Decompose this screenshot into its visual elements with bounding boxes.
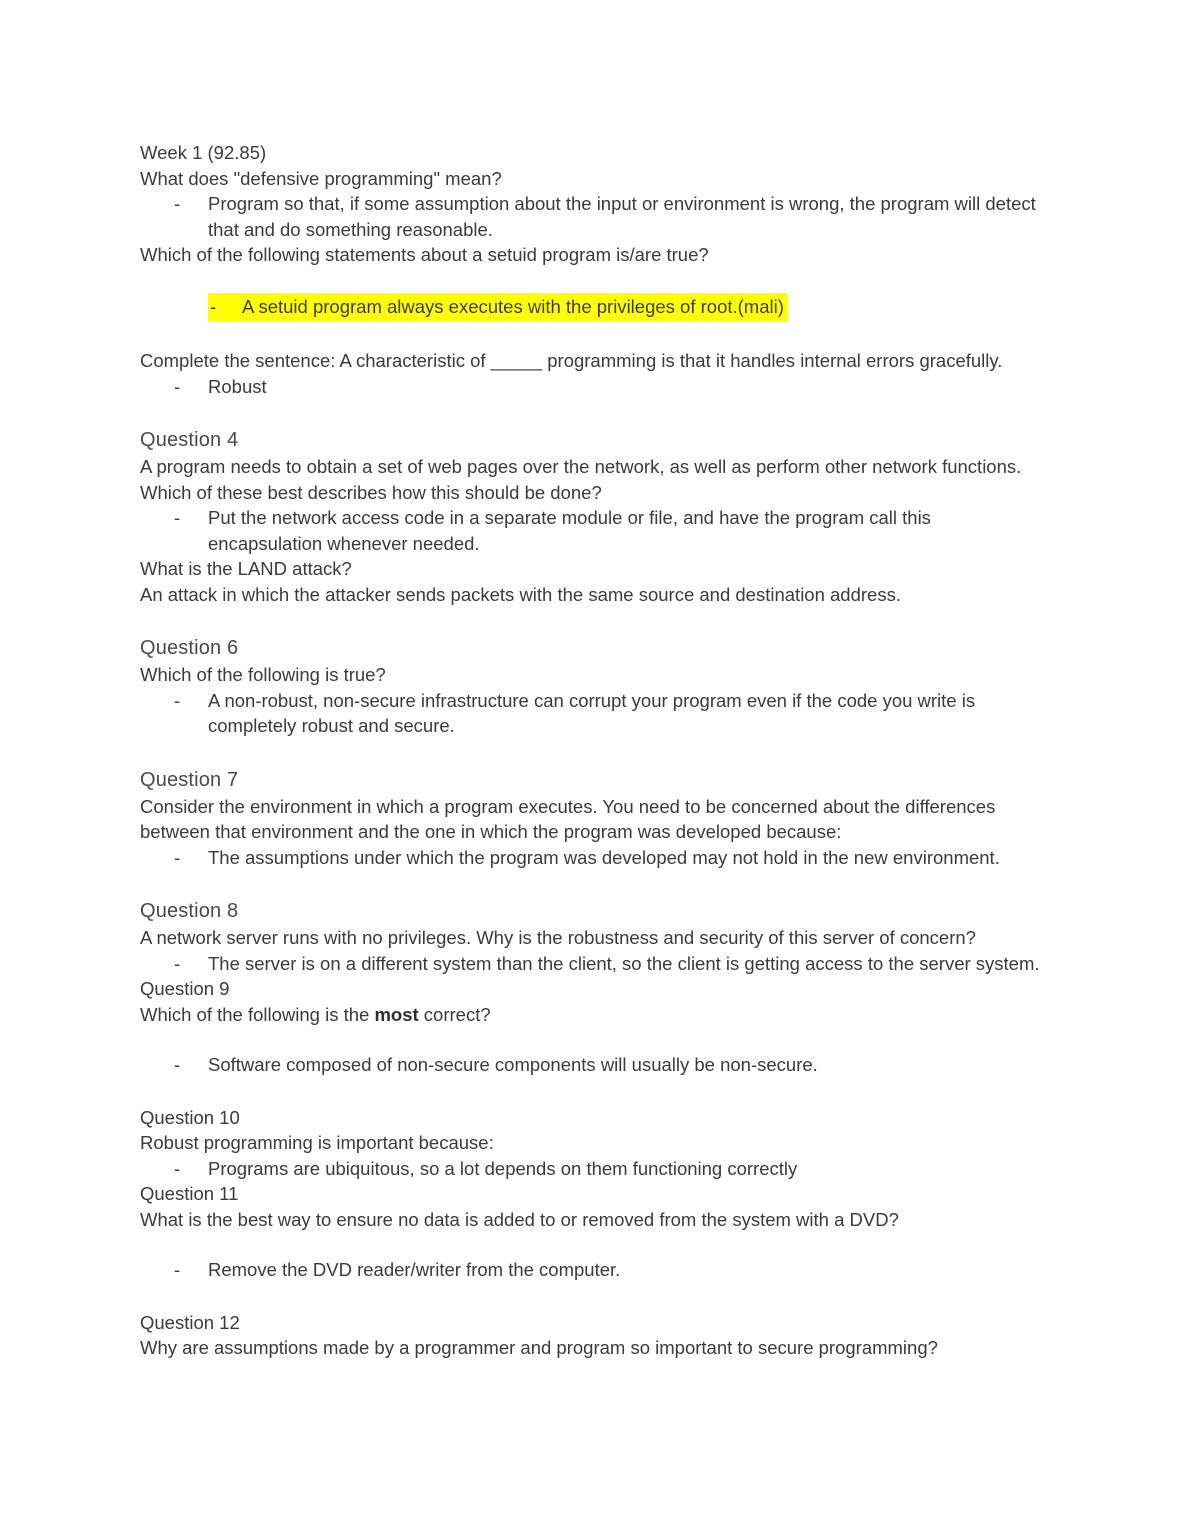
question-prompt-9-emphasis: most	[374, 1003, 419, 1025]
question-prompt-complete-sentence: Complete the sentence: A characteristic of _____ programming is that it handles internal errors gracefully.	[140, 350, 1003, 371]
bullet-dash-icon: -	[174, 193, 181, 214]
bullet-dash-icon: -	[174, 952, 181, 974]
answer-text: A setuid program always executes with the privileges of root.(mali)	[242, 295, 784, 317]
spacer	[140, 1232, 1040, 1257]
answer-bullet	[140, 191, 1040, 242]
question-prompt-land-attack: What is the LAND attack?	[140, 558, 352, 579]
spacer	[140, 607, 1040, 634]
question-label-8: Question 8	[140, 900, 239, 922]
answer-bullet	[140, 1257, 1040, 1283]
spacer	[140, 1078, 1040, 1105]
bullet-dash-icon: -	[174, 1259, 181, 1280]
question-prompt-defensive-programming: What does "defensive programming" mean?	[140, 167, 502, 189]
answer-bullet	[140, 505, 1040, 556]
question-label-4: Question 4	[140, 429, 239, 451]
answer-bullet-highlighted	[140, 293, 1040, 322]
question-label-11: Question 11	[140, 1183, 239, 1204]
spacer	[140, 399, 1040, 426]
bullet-dash-icon: -	[210, 295, 217, 317]
bullet-dash-icon: -	[174, 507, 181, 528]
question-prompt-6: Which of the following is true?	[140, 664, 386, 685]
bullet-dash-icon: -	[174, 1054, 181, 1075]
question-prompt-9-suffix: correct?	[418, 1003, 491, 1025]
spacer	[140, 1283, 1040, 1310]
question-prompt-setuid: Which of the following statements about a setuid program is/are true?	[140, 244, 709, 265]
question-label-10: Question 10	[140, 1106, 240, 1128]
question-prompt-12: Why are assumptions made by a programmer and program so important to secure programming?	[140, 1337, 938, 1358]
bullet-dash-icon: -	[174, 846, 181, 868]
answer-bullet	[140, 845, 1040, 871]
question-label-9: Question 9	[140, 978, 230, 999]
answer-text: Program so that, if some assumption about the input or environment is wrong, the program will detect that and do something reasonable.	[208, 193, 1036, 240]
question-prompt-9-prefix: Which of the following is the	[140, 1003, 375, 1025]
answer-bullet	[140, 688, 1040, 739]
answer-text: Programs are ubiquitous, so a lot depends on them functioning correctly	[208, 1157, 798, 1179]
answer-text: A non-robust, non-secure infrastructure can corrupt your program even if the code you write is completely robust and secure.	[208, 689, 976, 736]
bullet-dash-icon: -	[174, 375, 181, 397]
question-label-6: Question 6	[140, 637, 239, 659]
question-label-12: Question 12	[140, 1311, 240, 1333]
question-label-7: Question 7	[140, 768, 239, 791]
question-prompt-10: Robust programming is important because:	[140, 1132, 494, 1153]
spacer	[140, 1027, 1040, 1052]
answer-text-land-attack: An attack in which the attacker sends packets with the same source and destination address.	[140, 583, 901, 605]
spacer	[140, 268, 1040, 293]
answer-text: Software composed of non-secure components will usually be non-secure.	[208, 1054, 818, 1075]
answer-bullet	[140, 1156, 1040, 1182]
answer-text: Put the network access code in a separate module or file, and have the program call this encapsulation whenever needed.	[208, 507, 931, 554]
answer-text: The server is on a different system than the client, so the client is getting access to the server system.	[208, 952, 1040, 974]
highlight-mark	[208, 293, 787, 322]
question-prompt-9	[140, 1002, 1040, 1028]
question-prompt-8: A network server runs with no privileges. Why is the robustness and security of this server of concern?	[140, 927, 976, 948]
question-prompt-7: Consider the environment in which a program executes. You need to be concerned about the differences between that environment and the one in which the program was developed because:	[140, 795, 996, 842]
document-title: Week 1 (92.85)	[140, 142, 267, 163]
answer-text: The assumptions under which the program was developed may not hold in the new environment.	[208, 846, 1000, 868]
answer-text: Robust	[208, 375, 267, 397]
answer-text: Remove the DVD reader/writer from the computer.	[208, 1259, 621, 1280]
bullet-dash-icon: -	[174, 689, 181, 711]
question-prompt-11: What is the best way to ensure no data is added to or removed from the system with a DVD?	[140, 1208, 899, 1230]
bullet-dash-icon: -	[174, 1157, 181, 1179]
document-body	[140, 140, 1040, 1361]
question-prompt-4: A program needs to obtain a set of web pages over the network, as well as perform other network functions. Which of these best describes how this should be done?	[140, 456, 1022, 503]
spacer	[140, 321, 1040, 348]
spacer	[140, 870, 1040, 897]
answer-bullet	[140, 951, 1040, 977]
spacer	[140, 739, 1040, 766]
answer-bullet	[140, 1052, 1040, 1078]
answer-bullet	[140, 374, 1040, 400]
